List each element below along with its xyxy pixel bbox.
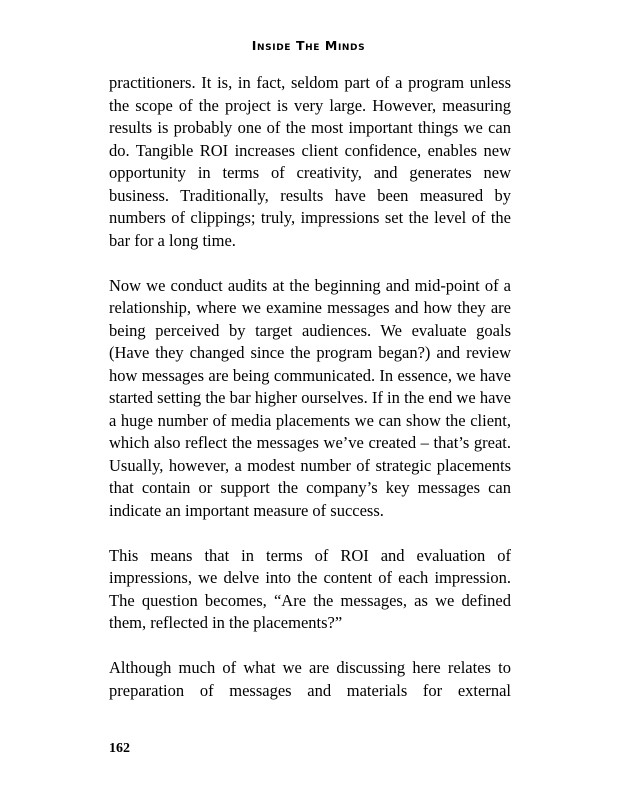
paragraph: practitioners. It is, in fact, seldom part of a program unless the scope of the project is very large. However, measuring results is probably one of the most important things we can do. Tangible ROI increases client confidence, enables new opportunity in terms of creativity, and generates new business. Traditionally, results have been measured by numbers of clippings; truly, impressions set the level of the bar for a long time. <box>109 73 511 250</box>
paragraph: Now we conduct audits at the beginning and mid-point of a relationship, where we examine messages and how they are being perceived by target audiences. We evaluate goals (Have they changed since the program began?) and review how messages are being communicated. In essence, we have started setting the bar higher ourselves. If in the end we have a huge number of media placements we can show the client, which also reflect the messages we’ve created – that’s great. Usually, however, a modest number of strategic placements that contain or support the company’s key messages can indicate an important measure of success. <box>109 275 511 520</box>
body-text <box>109 72 511 725</box>
paragraph: This means that in terms of ROI and evaluation of impressions, we delve into the content of each impression. The question becomes, “Are the messages, as we defined them, reflected in the placements?” <box>109 545 511 632</box>
page-number: 162 <box>109 741 130 756</box>
running-header: Inside The Minds <box>251 38 366 53</box>
paragraph: Although much of what we are discussing here relates to preparation of messages and materials for external <box>109 658 511 700</box>
